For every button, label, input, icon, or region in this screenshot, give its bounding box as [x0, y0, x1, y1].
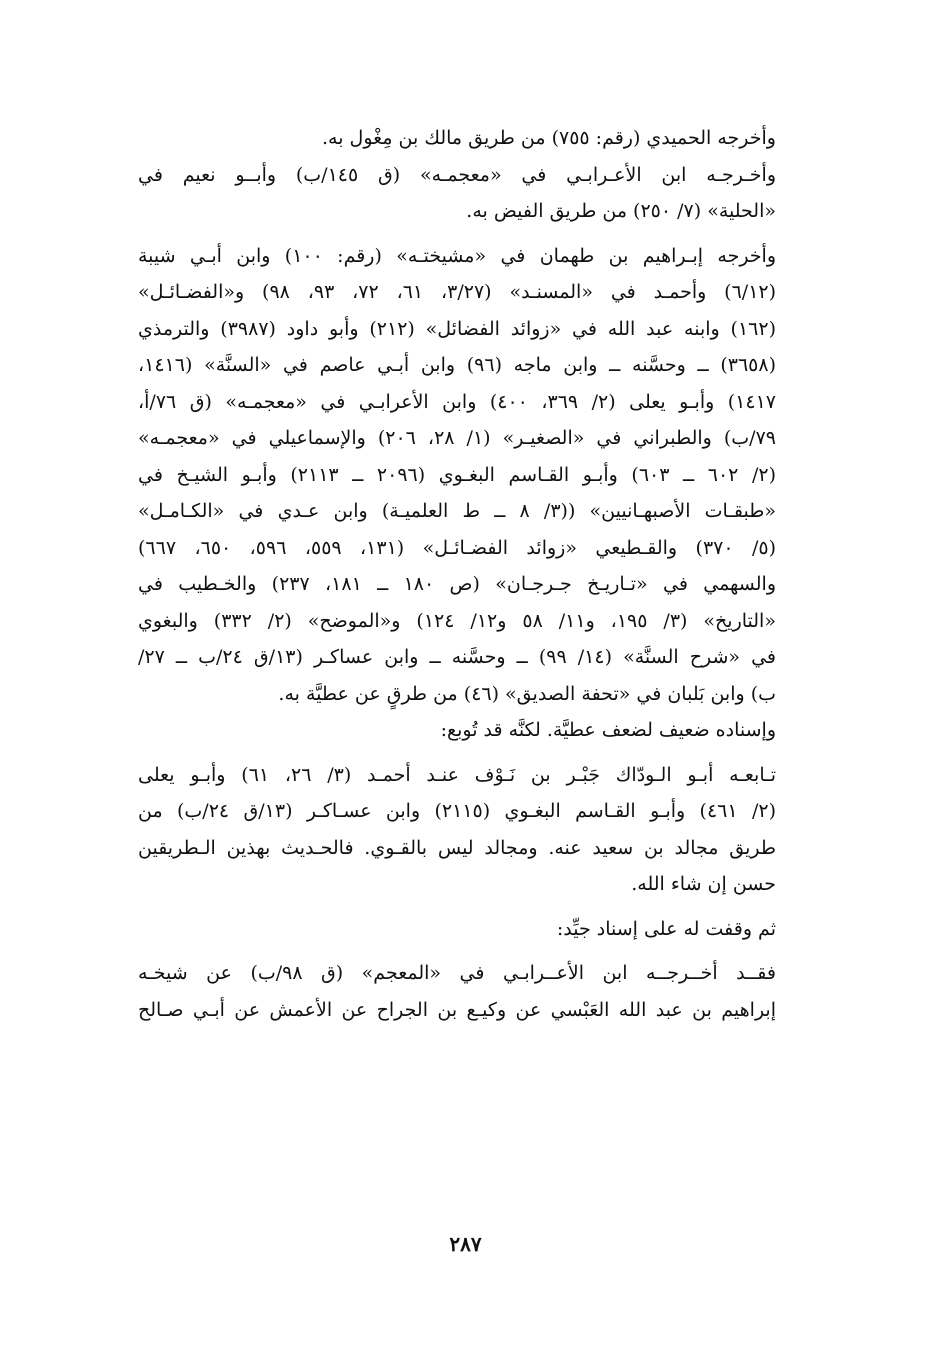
text-line: ٧٩/ب) والطبراني في «الصغيـر» (١/ ٢٨، ٢٠٦) والإسماعيلي في «معجمـه» [138, 427, 776, 449]
paragraph-isnad-weak [138, 712, 802, 749]
text-line: حسن إن شاء الله. [631, 873, 776, 895]
text-line: والسهمي في «تـاريـخ جـرجـان» (ص ١٨٠ ــ ١٨١، ٢٣٧) والخـطيب في [138, 573, 777, 595]
text-line: (٣٦٥٨) ــ وحسَّنه ــ وابن ماجه (٩٦) وابن أبـي عاصم في «السنَّة» (١٤١٦، [138, 354, 776, 376]
page-number: ٢٨٧ [449, 1232, 482, 1256]
text-line: تـابعـه أبـو الـودّاك جَبْـر بن نَـوْف عنـد أحمـد (٣/ ٢٦، ٦١) وأبـو يعلى [138, 763, 776, 786]
text-line: وأخـرجـه ابن الأعـرابـي في «معجمـه» (ق ١٤٥/ب) وأبــو نعيم في [138, 163, 777, 186]
text-line: وأخرجه الحميدي (رقم: ٧٥٥) من طريق مالك بن مِغْول به. [321, 127, 776, 149]
text-line: فقــد أخــرجــه ابن الأعــرابـي في «المعجم» (ق ٩٨/ب) عن شيخـه [138, 962, 776, 984]
page-body [138, 120, 802, 1028]
text-line: ١٤١٧) وأبـو يعلى (٢/ ٣٦٩، ٤٠٠) وابن الأعرابـي في «معجمـه» (ق ٧٦/أ، [138, 390, 776, 413]
paragraph-ibn-alarabi [138, 157, 802, 230]
text-line: طريق مجالد بن سعيد عنه. ومجالد ليس بالقـوي. فالحـديث بهذين الـطريقين [138, 836, 776, 859]
text-line: (٥/ ٣٧٠) والقـطيعي «زوائد الفضـائـل» (١٣١، ٥٥٩، ٥٩٦، ٦٥٠، ٦٦٧) [138, 536, 777, 559]
text-line: (٦/١٢) وأحمـد في «المسنـد» (٣/٢٧، ٦١، ٧٢، ٩٣، ٩٨) و«الفضـائـل» [138, 281, 777, 303]
text-line: «التاريخ» (٣/ ١٩٥، و١١/ ٥٨ و١٢/ ١٢٤) و«الموضح» (٢/ ٣٣٢) والبغوي [138, 609, 776, 632]
paragraph-takhrij [138, 238, 802, 713]
text-line: (١٦٢) وابنه عبد الله في «زوائد الفضائل» (٢١٢) وأبو داود (٣٩٨٧) والترمذي [138, 317, 776, 340]
paragraph-good-isnad [138, 911, 802, 948]
text-line: «الحلية» (٧/ ٢٥٠) من طريق الفيض به. [466, 200, 776, 222]
paragraph-mutaba [138, 757, 802, 903]
text-line: (٢/ ٤٦١) وأبـو القـاسم البغـوي (٢١١٥) وابن عسـاكـر (١٣/ق ٢٤/ب) من [138, 800, 776, 822]
text-line: وإسناده ضعيف لضعف عطيَّة. لكنَّه قد تُوبع: [440, 719, 776, 741]
text-line: (٢/ ٦٠٢ ــ ٦٠٣) وأبـو القـاسم البغـوي (٢٠٩٦ ــ ٢١١٣) وأبـو الشيـخ في [138, 463, 776, 486]
text-line: «طبقـات الأصبهـانيين» ((٣/ ٨ ــ ط العلميـة) وابن عـدي في «الكـامـل» [138, 500, 776, 522]
text-line: ثم وقفت له على إسناد جيِّد: [556, 917, 776, 940]
text-line: ب) وابن بَلبان في «تحفة الصديق» (٤٦) من طرقٍ عن عطيَّة به. [278, 682, 776, 705]
paragraph-ibn-alarabi-muajam [138, 955, 802, 1028]
text-line: في «شرح السنَّة» (١٤/ ٩٩) ــ وحسَّنه ــ وابن عساكـر (١٣/ق ٢٤/ب ــ ٢٧/ [138, 646, 777, 668]
text-line: إبراهيم بن عبد الله العَبْسي عن وكيـع بن الجراح عن الأعمش عن أبـي صـالح [138, 998, 776, 1021]
text-line: وأخرجه إبـراهيم بن طهمان في «مشيختـه» (رقم: ١٠٠) وابن أبـي شيبة [138, 244, 776, 267]
paragraph-humaidi [138, 120, 802, 157]
